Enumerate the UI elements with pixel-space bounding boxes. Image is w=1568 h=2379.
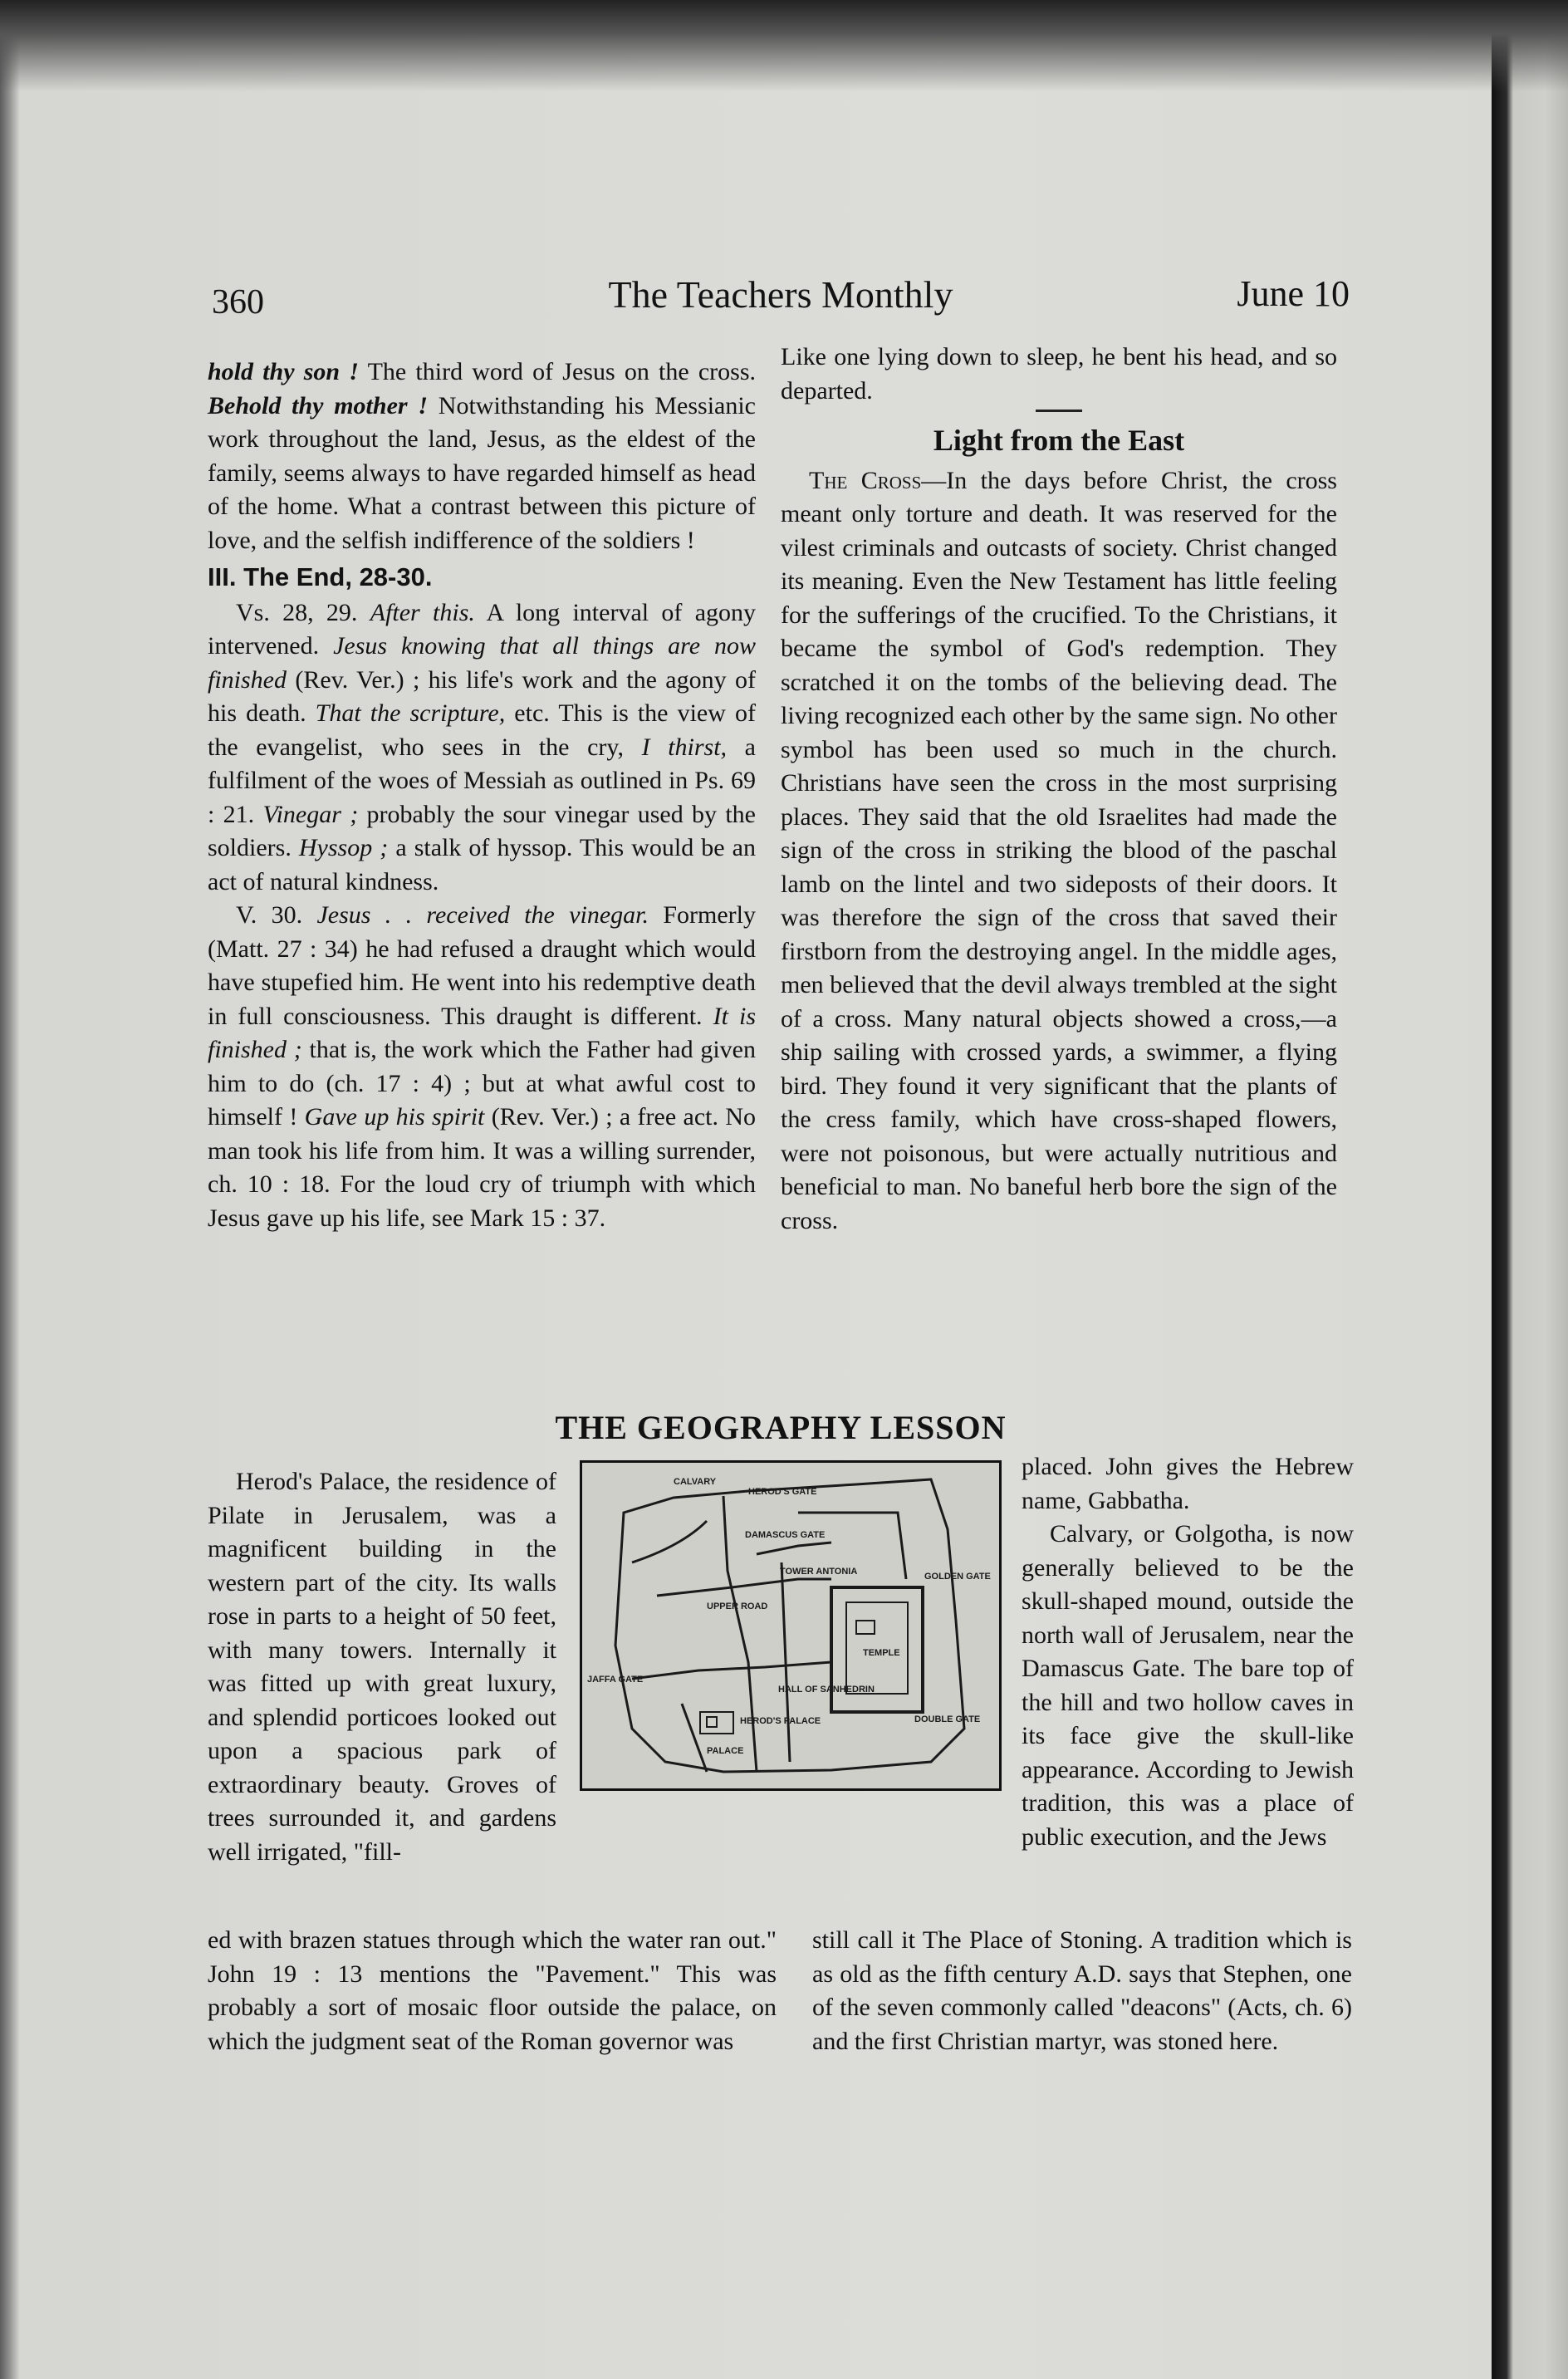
text-run: A long interval of agony intervened.: [208, 598, 757, 660]
divider: [1036, 410, 1082, 412]
issue-date: June 10: [1237, 273, 1350, 314]
italic-phrase: Jesus . . received the vinegar.: [316, 901, 649, 929]
road: [757, 1543, 831, 1554]
text-run: Notwithstanding his Messianic work throughout the land, Jesus, as the eldest of the family, seems always to have regarded himself as head of the home. What a contrast between this picture of love, and the selfish indifference of the soldiers !: [208, 391, 756, 554]
text-run: that is, the work which the Father had given him to do (ch. 17 : 4) ; but at what awful cost to himself !: [208, 1036, 756, 1131]
paragraph: [208, 356, 756, 557]
road: [632, 1662, 831, 1679]
section-heading: III. The End, 28-30.: [208, 562, 433, 591]
paragraph: [208, 596, 756, 900]
paragraph: still call it The Place of Stoning. A tradition which is as old as the fifth century A.D. says that Stephen, one of the seven commonly called "deacons" (Acts, ch. 6) and the first Christian martyr, was stoned here.: [812, 1926, 1352, 2055]
paragraph: placed. John gives the Hebrew name, Gabbatha.: [1022, 1453, 1354, 1514]
map-label: TOWER ANTONIA: [780, 1567, 858, 1577]
italic-phrase: Hyssop ;: [298, 834, 389, 861]
section-title: Light from the East: [933, 424, 1185, 457]
map-label: HEROD'S PALACE: [740, 1716, 821, 1726]
text-run: Formerly (Matt. 27 : 34) he had refused a draught which would have stupefied him. He went into his redemptive death in full consciousness. This draught is different.: [208, 901, 756, 1030]
geography-title: THE GEOGRAPHY LESSON: [555, 1409, 1007, 1446]
road: [632, 1521, 707, 1562]
map-label: DOUBLE GATE: [914, 1714, 981, 1724]
geography-bottom-right-text: [812, 1924, 1352, 2058]
paragraph: Like one lying down to sleep, he bent his head, and so departed.: [781, 343, 1337, 405]
text-run: etc. This is the view of the evangelist, who sees in the cry,: [208, 699, 756, 761]
italic-phrase: Vinegar ;: [262, 800, 359, 828]
map-label: CALVARY: [674, 1477, 717, 1487]
paragraph: Calvary, or Golgotha, is now generally believed to be the skull-shaped mound, outside the north wall of Jerusalem, near the Damascus Gate. The bare top of the hill and two hollow caves in its face give the skull-like appearance. According to Jewish tradition, this was a place of public execution, and the Jews: [1022, 1520, 1354, 1851]
run-in-heading: The Cross: [809, 466, 922, 494]
italic-phrase: I thirst,: [641, 733, 728, 761]
geography-left-text: [208, 1465, 556, 1869]
upper-road: [657, 1579, 831, 1596]
map-label: TEMPLE: [863, 1648, 900, 1658]
text-run: a stalk of hyssop. This would be an act of natural kindness.: [208, 834, 756, 895]
map-drawing: [582, 1463, 999, 1788]
map-label: DAMASCUS GATE: [745, 1530, 826, 1540]
page-number: 360: [212, 283, 264, 321]
road: [682, 1704, 707, 1772]
map-label: UPPER ROAD: [707, 1602, 768, 1611]
map-label: JAFFA GATE: [587, 1675, 644, 1685]
text-run: Vs. 28, 29.: [236, 598, 370, 626]
paragraph: [208, 899, 756, 1235]
running-head: [212, 267, 1350, 326]
left-column: [208, 356, 756, 1235]
right-column: [781, 341, 1337, 1238]
text-run: (Rev. Ver.) ; his life's work and the agony of his death.: [208, 665, 756, 727]
paragraph: ed with brazen statues through which the water ran out." John 19 : 13 mentions the "Pavement." This was probably a sort of mosaic floor outside the palace, on which the judgment seat of the Roman governor was: [208, 1926, 777, 2055]
italic-phrase: Gave up his spirit: [304, 1103, 485, 1131]
geography-bottom-left-text: [208, 1924, 777, 2058]
italic-phrase: It is finished ;: [208, 1002, 756, 1063]
italic-phrase: hold thy son !: [208, 358, 359, 385]
text-run: probably the sour vinegar used by the soldiers.: [208, 800, 756, 861]
italic-phrase: That the scripture,: [315, 699, 506, 727]
journal-title: The Teachers Monthly: [608, 273, 953, 316]
temple-building: [856, 1621, 875, 1634]
palace-tower: [707, 1717, 717, 1727]
italic-phrase: Behold thy mother !: [208, 391, 429, 419]
paragraph: [781, 464, 1337, 1239]
text-run: —In the days before Christ, the cross meant only torture and death. It was reserved for the vilest criminals and outcasts of society. Christ changed its meaning. Even the New Testament has little feeling for the sufferings of the crucified. To the Christians, it became the symbol of God's redemption. They scratched it on the tombs of the believing dead. The living recognized each other by the same sign. No other symbol has been used so much in the church. Christians have seen the cross in the most surprising places. They said that the old Israelites had made the sign of the cross in striking the blood of the paschal lamb on the lintel and two sideposts of their doors. It was therefore the sign of the cross that saved their firstborn from the destroying angel. In the middle ages, men believed that the devil always trembled at the sight of a cross. Many natural objects showed a cross,—a ship sailing with crossed yards, a swimmer, a flying bird. They found it very significant that the plants of the cress family, which have cross-shaped flowers, were not poisonous, but were actually nutritious and beneficial to man. No baneful herb bore the sign of the cross.: [781, 466, 1337, 1234]
text-run: The third word of Jesus on the cross.: [358, 358, 756, 385]
map-label: GOLDEN GATE: [924, 1572, 991, 1582]
jerusalem-map: [580, 1460, 1002, 1791]
italic-phrase: Jesus knowing that all things are now finished: [208, 632, 756, 694]
italic-phrase: After this.: [370, 598, 475, 626]
map-label: HALL OF SANHEDRIN: [778, 1685, 875, 1695]
geography-right-text: [1022, 1450, 1354, 1854]
text-run: (Rev. Ver.) ; a free act. No man took his life from him. It was a willing surrender, ch. 10 : 18. For the loud cry of triumph with which Jesus gave up his life, see Mark 15 : 37.: [208, 1103, 756, 1232]
road: [782, 1562, 790, 1762]
paragraph: Herod's Palace, the residence of Pilate in Jerusalem, was a magnificent building in the western part of the city. Its walls rose in parts to a height of 50 feet, with many towers. Internally it was fitted up with great luxury, and splendid porticoes looked out upon a spacious park of extraordinary beauty. Groves of trees surrounded it, and gardens well irrigated, "fill-: [208, 1468, 556, 1866]
map-label: PALACE: [707, 1746, 744, 1756]
text-run: V. 30.: [236, 901, 317, 929]
map-label: HEROD'S GATE: [748, 1487, 817, 1497]
city-wall: [615, 1479, 964, 1772]
text-run: a fulfilment of the woes of Messiah as outlined in Ps. 69 : 21.: [208, 733, 756, 828]
